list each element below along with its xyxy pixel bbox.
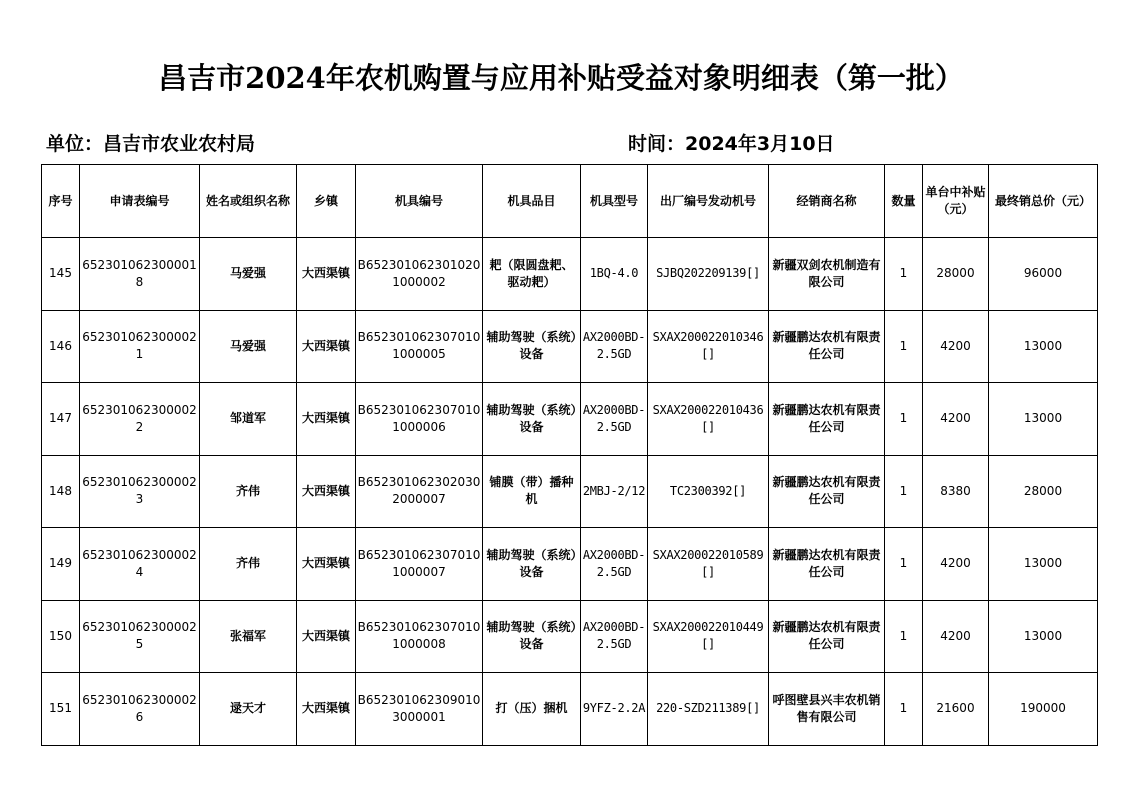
serial-number: SJBQ202209139[] (648, 238, 769, 311)
row-number: 149 (42, 528, 80, 601)
machine-item: 辅助驾驶（系统）设备 (483, 310, 581, 383)
applicant-name: 张福军 (200, 600, 297, 673)
town: 大西渠镇 (297, 455, 356, 528)
final-price: 13000 (989, 528, 1098, 601)
machine-id: B6523010623020302000007 (356, 455, 483, 528)
serial-number: 220-SZD211389[] (648, 673, 769, 746)
quantity: 1 (885, 600, 923, 673)
subsidy-amount: 4200 (923, 600, 989, 673)
applicant-name: 邹道军 (200, 383, 297, 456)
town: 大西渠镇 (297, 383, 356, 456)
subsidy-amount: 28000 (923, 238, 989, 311)
header-cell: 经销商名称 (769, 165, 885, 238)
application-id: 6523010623000021 (80, 310, 200, 383)
final-price: 13000 (989, 383, 1098, 456)
dealer-name: 新疆鹏达农机有限责任公司 (769, 310, 885, 383)
header-cell: 机具编号 (356, 165, 483, 238)
quantity: 1 (885, 238, 923, 311)
header-cell: 出厂编号发动机号 (648, 165, 769, 238)
town: 大西渠镇 (297, 528, 356, 601)
header-cell: 数量 (885, 165, 923, 238)
header-cell: 最终销总价（元） (989, 165, 1098, 238)
dealer-name: 新疆鹏达农机有限责任公司 (769, 383, 885, 456)
machine-item: 辅助驾驶（系统）设备 (483, 383, 581, 456)
machine-item: 辅助驾驶（系统）设备 (483, 600, 581, 673)
serial-number: SXAX200022010589[] (648, 528, 769, 601)
quantity: 1 (885, 528, 923, 601)
header-cell: 单台中补贴（元） (923, 165, 989, 238)
town: 大西渠镇 (297, 310, 356, 383)
application-id: 6523010623000025 (80, 600, 200, 673)
subsidy-amount: 8380 (923, 455, 989, 528)
serial-number: SXAX200022010346[] (648, 310, 769, 383)
machine-id: B6523010623070101000007 (356, 528, 483, 601)
subsidy-amount: 4200 (923, 383, 989, 456)
row-number: 148 (42, 455, 80, 528)
machine-item: 耙（限圆盘耙、驱动耙） (483, 238, 581, 311)
quantity: 1 (885, 383, 923, 456)
machine-id: B6523010623070101000006 (356, 383, 483, 456)
table-header-row (42, 165, 1098, 238)
header-cell: 乡镇 (297, 165, 356, 238)
page-title: 昌吉市2024年农机购置与应用补贴受益对象明细表（第一批） (158, 61, 964, 95)
row-number: 147 (42, 383, 80, 456)
machine-model: 2MBJ-2/12 (581, 455, 648, 528)
serial-number: SXAX200022010436[] (648, 383, 769, 456)
applicant-name: 齐伟 (200, 455, 297, 528)
machine-item: 铺膜（带）播种机 (483, 455, 581, 528)
table-row (42, 310, 1098, 383)
application-id: 6523010623000026 (80, 673, 200, 746)
application-id: 6523010623000024 (80, 528, 200, 601)
header-cell: 序号 (42, 165, 80, 238)
table-row (42, 238, 1098, 311)
table-row (42, 528, 1098, 601)
date-label: 时间：2024年3月10日 (628, 133, 835, 155)
machine-model: AX2000BD-2.5GD (581, 528, 648, 601)
header-cell: 机具型号 (581, 165, 648, 238)
applicant-name: 马爱强 (200, 310, 297, 383)
header-cell: 申请表编号 (80, 165, 200, 238)
table-row (42, 600, 1098, 673)
quantity: 1 (885, 310, 923, 383)
unit-label: 单位：昌吉市农业农村局 (46, 133, 256, 155)
row-number: 146 (42, 310, 80, 383)
subsidy-table (41, 164, 1098, 746)
town: 大西渠镇 (297, 673, 356, 746)
subsidy-amount: 21600 (923, 673, 989, 746)
row-number: 145 (42, 238, 80, 311)
table-row (42, 455, 1098, 528)
subsidy-amount: 4200 (923, 528, 989, 601)
applicant-name: 马爱强 (200, 238, 297, 311)
header-cell: 机具品目 (483, 165, 581, 238)
final-price: 13000 (989, 600, 1098, 673)
machine-model: AX2000BD-2.5GD (581, 600, 648, 673)
dealer-name: 新疆双剑农机制造有限公司 (769, 238, 885, 311)
final-price: 13000 (989, 310, 1098, 383)
application-id: 6523010623000022 (80, 383, 200, 456)
table-row (42, 673, 1098, 746)
subsidy-amount: 4200 (923, 310, 989, 383)
application-id: 6523010623000018 (80, 238, 200, 311)
dealer-name: 新疆鹏达农机有限责任公司 (769, 455, 885, 528)
quantity: 1 (885, 673, 923, 746)
machine-id: B6523010623090103000001 (356, 673, 483, 746)
dealer-name: 新疆鹏达农机有限责任公司 (769, 600, 885, 673)
quantity: 1 (885, 455, 923, 528)
serial-number: SXAX200022010449[] (648, 600, 769, 673)
dealer-name: 呼图壁县兴丰农机销售有限公司 (769, 673, 885, 746)
row-number: 150 (42, 600, 80, 673)
town: 大西渠镇 (297, 238, 356, 311)
dealer-name: 新疆鹏达农机有限责任公司 (769, 528, 885, 601)
header-cell: 姓名或组织名称 (200, 165, 297, 238)
final-price: 28000 (989, 455, 1098, 528)
machine-item: 辅助驾驶（系统）设备 (483, 528, 581, 601)
machine-item: 打（压）捆机 (483, 673, 581, 746)
machine-id: B6523010623070101000005 (356, 310, 483, 383)
row-number: 151 (42, 673, 80, 746)
machine-model: AX2000BD-2.5GD (581, 383, 648, 456)
machine-model: 9YFZ-2.2A (581, 673, 648, 746)
machine-id: B6523010623070101000008 (356, 600, 483, 673)
applicant-name: 齐伟 (200, 528, 297, 601)
applicant-name: 逯天才 (200, 673, 297, 746)
table-row (42, 383, 1098, 456)
machine-model: AX2000BD-2.5GD (581, 310, 648, 383)
machine-id: B6523010623010201000002 (356, 238, 483, 311)
final-price: 96000 (989, 238, 1098, 311)
serial-number: TC2300392[] (648, 455, 769, 528)
machine-model: 1BQ-4.0 (581, 238, 648, 311)
town: 大西渠镇 (297, 600, 356, 673)
application-id: 6523010623000023 (80, 455, 200, 528)
final-price: 190000 (989, 673, 1098, 746)
